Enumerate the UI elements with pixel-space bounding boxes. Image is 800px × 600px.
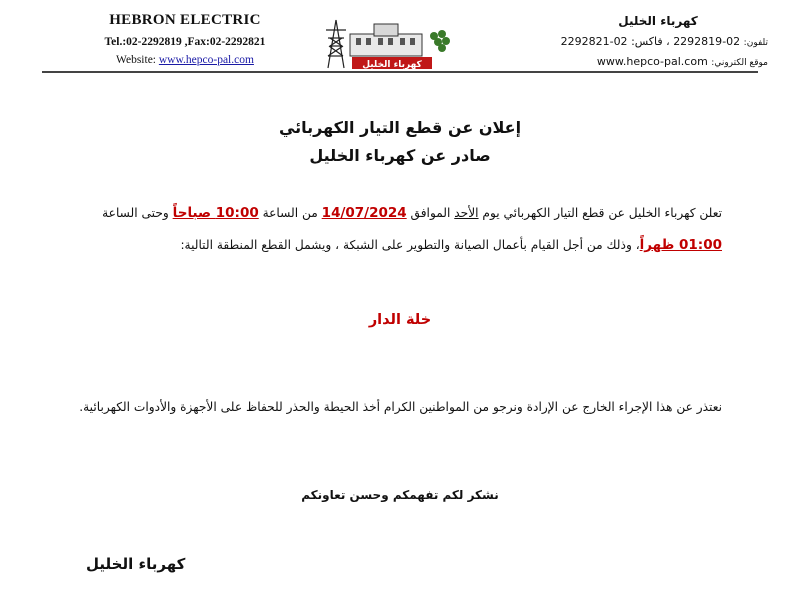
outage-start-time: 10:00 صباحاً: [172, 205, 259, 221]
company-logo: [322, 16, 462, 70]
website-line-en: [70, 54, 300, 66]
apology-paragraph: نعتذر عن هذا الإجراء الخارج عن الإرادة ونرجو من المواطنين الكرام أخذ الحيطة والحذر للحفاظ على الأجهزة والأدوات الكهربائية.: [79, 400, 722, 414]
header-english-block: [70, 12, 300, 66]
website-label-en: Website:: [116, 54, 156, 66]
outage-end-time: 01:00 ظهراً: [639, 237, 722, 253]
outage-date: 14/07/2024: [321, 205, 407, 221]
grapes-icon: [430, 30, 450, 52]
header-divider: [42, 71, 758, 73]
tower-icon: [326, 20, 346, 68]
web-value-ar[interactable]: www.hepco-pal.com: [596, 55, 708, 68]
company-name-ar: كهرباء الخليل: [618, 14, 698, 28]
p1-text-b: الموافق: [406, 206, 455, 220]
signature: كهرباء الخليل: [86, 555, 186, 573]
logo-caption: كهرباء الخليل: [362, 60, 422, 70]
p1-text-e: ، وذلك من أجل القيام بأعمال الصيانة والتطوير على الشبكة ، ويشمل القطع المنطقة التالية:: [180, 238, 640, 252]
website-link[interactable]: www.hepco-pal.com: [158, 54, 254, 66]
notice-paragraph: [72, 197, 722, 261]
fax-value: 02-2292821: [560, 35, 628, 48]
p1-text-d: وحتى الساعة: [102, 206, 173, 220]
fax-label-ar: ، فاكس:: [631, 35, 670, 48]
p1-text-a: تعلن كهرباء الخليل عن قطع التيار الكهربائي يوم: [478, 206, 722, 220]
website-ar: [468, 55, 768, 68]
header-arabic-block: [468, 14, 768, 68]
p1-text-c: من الساعة: [258, 206, 322, 220]
web-label-ar: موقع الكتروني:: [711, 58, 768, 68]
building-icon: [350, 24, 422, 56]
phone-fax-ar: [468, 35, 768, 48]
thanks-line: نشكر لكم تفهمكم وحسن تعاونكم: [301, 488, 499, 502]
company-name-en: HEBRON ELECTRIC: [109, 12, 261, 28]
phone-value: 02-2292819: [673, 35, 741, 48]
notice-title: إعلان عن قطع التيار الكهربائي: [278, 118, 522, 137]
tel-fax-en: Tel.:02-2292819 ,Fax:02-2292821: [104, 36, 266, 48]
outage-day: الأحد: [454, 206, 479, 220]
phone-label-ar: تلفون:: [743, 38, 768, 48]
notice-subtitle: صادر عن كهرباء الخليل: [309, 146, 491, 165]
affected-area: خلة الدار: [368, 312, 432, 328]
